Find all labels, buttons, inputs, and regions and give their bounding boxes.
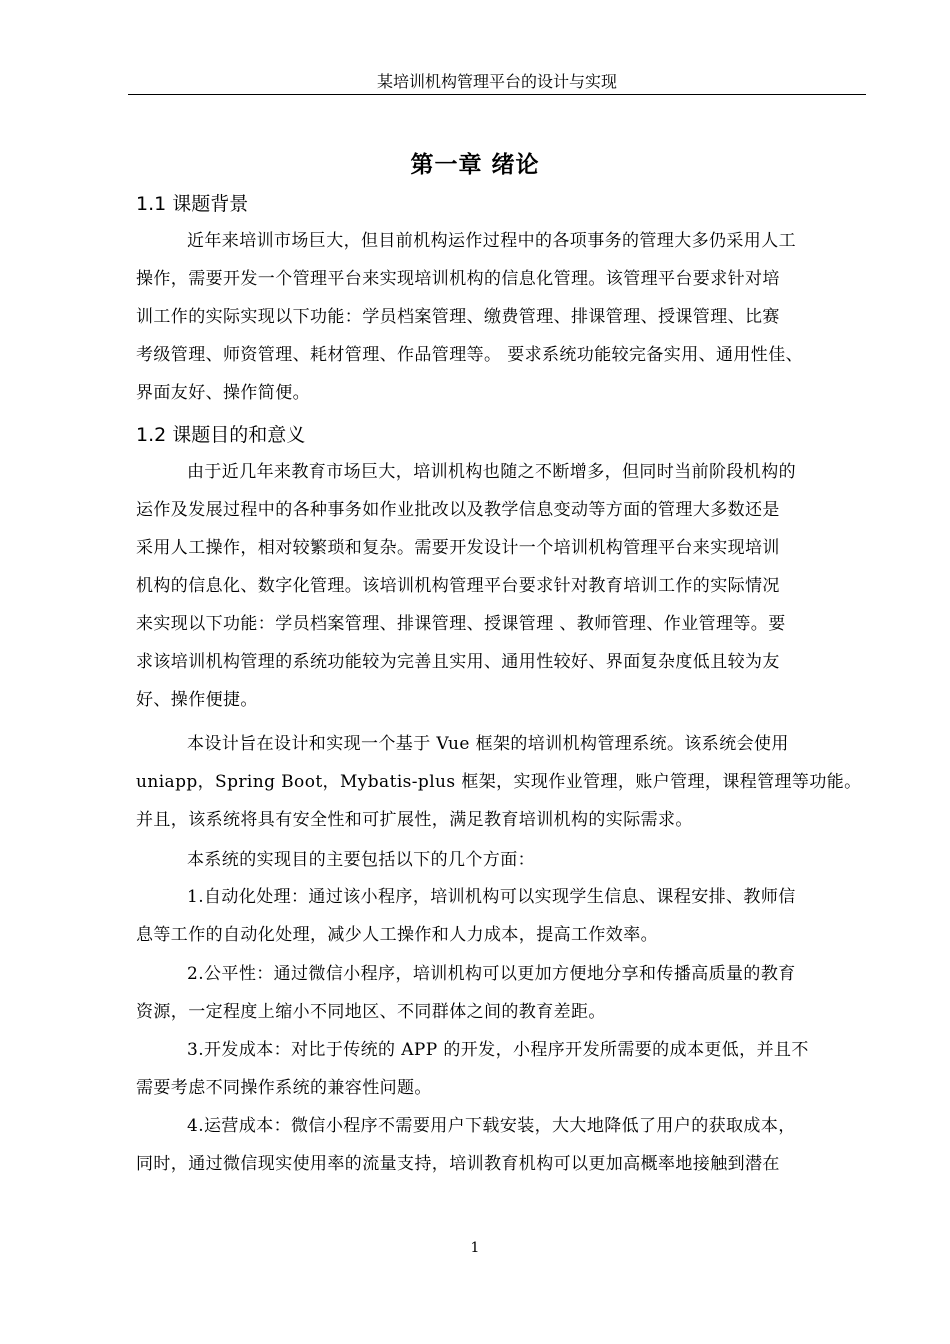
paragraph-line: 本设计旨在设计和实现一个基于 Vue 框架的培训机构管理系统。该系统会使用 bbox=[187, 734, 789, 754]
paragraph-goal-dev-cost bbox=[136, 1031, 872, 1107]
paragraph-line: 本系统的实现目的主要包括以下的几个方面： bbox=[187, 850, 535, 870]
paragraph-line: 同时，通过微信现实使用率的流量支持，培训教育机构可以更加高概率地接触到潜在 bbox=[136, 1154, 780, 1174]
paragraph-line: 并且，该系统将具有安全性和可扩展性，满足教育培训机构的实际需求。 bbox=[136, 810, 693, 830]
paragraph-line: 采用人工操作，相对较繁琐和复杂。需要开发设计一个培训机构管理平台来实现培训 bbox=[136, 538, 780, 558]
paragraph-line: 2.公平性：通过微信小程序，培训机构可以更加方便地分享和传播高质量的教育 bbox=[187, 964, 796, 984]
paragraph-line: uniapp，Spring Boot，Mybatis-plus 框架，实现作业管理，账户管理，课程管理等功能。 bbox=[136, 772, 862, 792]
chapter-title: 第一章 绪论 bbox=[410, 152, 540, 178]
paragraph-line: 好、操作便捷。 bbox=[136, 690, 258, 710]
paragraph-line: 运作及发展过程中的各种事务如作业批改以及教学信息变动等方面的管理大多数还是 bbox=[136, 500, 780, 520]
paragraph-line: 训工作的实际实现以下功能：学员档案管理、缴费管理、排课管理、授课管理、比赛 bbox=[136, 307, 780, 327]
paragraph-background bbox=[136, 222, 872, 412]
section-heading-1-1: 1.1 课题背景 bbox=[136, 193, 249, 215]
paragraph-design bbox=[136, 725, 872, 839]
paragraph-goals-intro bbox=[136, 841, 872, 879]
section-heading-1-2: 1.2 课题目的和意义 bbox=[136, 424, 306, 446]
paragraph-line: 界面友好、操作简便。 bbox=[136, 383, 310, 403]
paragraph-line: 求该培训机构管理的系统功能较为完善且实用、通用性较好、界面复杂度低且较为友 bbox=[136, 652, 780, 672]
paragraph-goal-ops-cost bbox=[136, 1107, 872, 1183]
paragraph-line: 机构的信息化、数字化管理。该培训机构管理平台要求针对教育培训工作的实际情况 bbox=[136, 576, 780, 596]
paragraph-line: 3.开发成本：对比于传统的 APP 的开发，小程序开发所需要的成本更低，并且不 bbox=[187, 1040, 809, 1060]
paragraph-line: 需要考虑不同操作系统的兼容性问题。 bbox=[136, 1078, 432, 1098]
paragraph-purpose bbox=[136, 453, 872, 719]
paragraph-line: 由于近几年来教育市场巨大，培训机构也随之不断增多，但同时当前阶段机构的 bbox=[187, 462, 796, 482]
page-number: 1 bbox=[470, 1240, 480, 1256]
paragraph-line: 来实现以下功能：学员档案管理、排课管理、授课管理 、教师管理、作业管理等。要 bbox=[136, 614, 786, 634]
paragraph-goal-fairness bbox=[136, 955, 872, 1031]
paragraph-line: 操作，需要开发一个管理平台来实现培训机构的信息化管理。该管理平台要求针对培 bbox=[136, 269, 780, 289]
paragraph-goal-automation bbox=[136, 878, 872, 954]
paragraph-line: 息等工作的自动化处理，减少人工操作和人力成本，提高工作效率。 bbox=[136, 925, 658, 945]
paragraph-line: 资源，一定程度上缩小不同地区、不同群体之间的教育差距。 bbox=[136, 1002, 606, 1022]
paragraph-line: 1.自动化处理：通过该小程序，培训机构可以实现学生信息、课程安排、教师信 bbox=[187, 887, 796, 907]
running-header-title: 某培训机构管理平台的设计与实现 bbox=[376, 72, 617, 91]
paragraph-line: 4.运营成本：微信小程序不需要用户下载安装，大大地降低了用户的获取成本， bbox=[187, 1116, 796, 1136]
paragraph-line: 考级管理、师资管理、耗材管理、作品管理等。 要求系统功能较完备实用、通用性佳、 bbox=[136, 345, 804, 365]
paragraph-line: 近年来培训市场巨大，但目前机构运作过程中的各项事务的管理大多仍采用人工 bbox=[187, 231, 796, 251]
running-header bbox=[128, 70, 866, 95]
